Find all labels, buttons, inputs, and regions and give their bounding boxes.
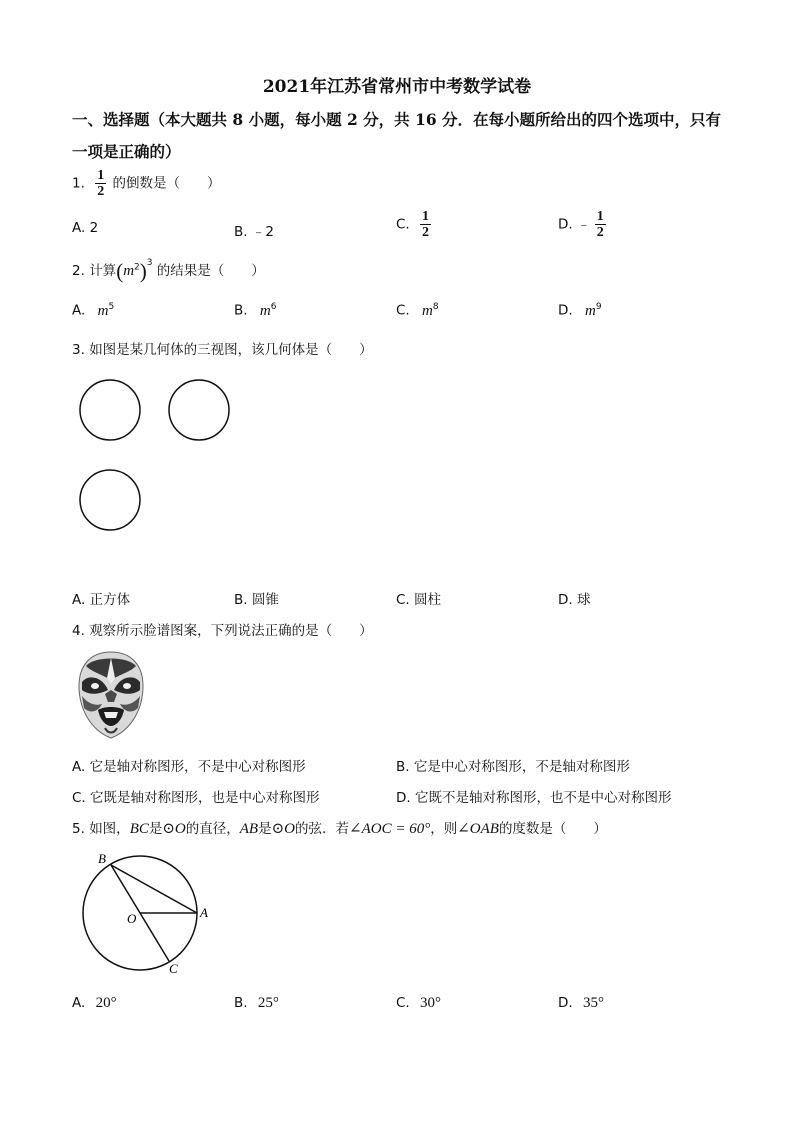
fraction [420,209,431,240]
q3-option-a [72,588,130,608]
option-label: C. [396,995,410,1011]
opera-mask-image [74,650,148,740]
math-base: m [584,302,596,319]
option-label: C. [396,302,410,319]
fraction-denominator: 2 [422,225,430,240]
minus-sign: ﹣ [576,216,591,233]
option-label: A. [72,592,86,608]
q3-option-d [558,588,590,608]
fraction-denominator: 2 [596,225,604,240]
option-label: C. [396,592,410,608]
option-label: D. [558,302,573,319]
q5-option-b [234,995,279,1012]
front-view-circle [80,380,140,440]
option-label: C. [396,216,410,233]
angle-oab: ∠OAB [457,821,499,837]
label-o: O [127,911,137,926]
option-label: D. [396,790,411,806]
option-label: B. [234,995,248,1011]
q4-option-b [396,755,630,775]
label-a: A [200,905,208,920]
option-label: D. [558,216,573,233]
fraction-numerator: 1 [422,209,430,224]
option-label: A. [72,220,86,236]
circle-geometry-figure [76,850,226,980]
option-text: 2 [89,220,99,236]
math-base: m [422,302,433,319]
question-text: 如图是某几何体的三视图，该几何体是（ ） [89,342,373,358]
section-heading-line2: 一项是正确的） [72,142,181,161]
option-label: A. [72,995,86,1011]
label-b: B [98,851,106,866]
option-label: D. [558,995,573,1011]
option-label: A. [72,759,86,775]
q1-option-d [558,209,606,240]
option-text: 球 [576,592,591,608]
segment-bc: BC [129,821,149,837]
question-number: 2. [72,263,85,279]
option-text: 圆柱 [414,592,442,608]
option-text: 25° [257,995,279,1011]
section-heading-line1: 一、选择题（本大题共 8 小题，每小题 2 分，共 16 分．在每小题所给出的四个选项中，只有 [72,110,722,129]
question-number: 4. [72,623,85,639]
question-text: 的弦．若 [295,821,349,837]
angle-aoc: ∠AOC = 60° [349,821,431,837]
option-text: 圆锥 [251,592,279,608]
q2-option-d [558,302,602,320]
option-text: 它是轴对称图形，不是中心对称图形 [89,759,306,775]
question-text-after: 的结果是（ ） [156,263,265,279]
chord-ab [111,865,197,913]
outer-exponent: 3 [146,258,153,268]
q2-option-a [72,302,114,320]
option-text: 它既不是轴对称图形，也不是中心对称图形 [414,790,672,806]
circle-o: ⊙O [162,821,186,837]
q3-option-b [234,588,279,608]
question-4 [72,619,373,639]
q5-option-a [72,995,117,1012]
question-text: 的倒数是（ ） [112,175,221,192]
q2-option-c [396,302,439,320]
right-paren: ) [139,259,147,283]
option-text: 正方体 [89,592,131,608]
question-number: 5. [72,821,85,837]
q3-option-c [396,588,441,608]
option-text: 20° [95,995,117,1011]
question-2 [72,258,265,284]
exponent: 8 [432,302,439,312]
option-label: B. [234,224,248,240]
fraction [95,168,106,199]
question-3 [72,338,373,358]
option-label: C. [72,790,86,806]
fraction-numerator: 1 [97,168,105,183]
question-text: 的度数是（ ） [498,821,607,837]
page-title: 2021年江苏省常州市中考数学试卷 [262,77,532,97]
question-number: 3. [72,342,85,358]
option-text: 它是中心对称图形，不是轴对称图形 [413,759,630,775]
question-text: ，则 [430,821,458,837]
q5-option-c [396,995,441,1012]
option-label: B. [234,592,248,608]
exponent: 5 [108,302,115,312]
math-base: m [123,263,135,279]
top-view-circle [80,470,140,530]
question-text: 的直径， [185,821,240,837]
q1-option-b [234,220,274,240]
fraction-numerator: 1 [596,209,604,224]
question-text: 如图， [89,821,130,837]
q4-option-d [396,786,671,806]
q5-option-d [558,995,604,1012]
math-base: m [97,302,109,319]
math-base: m [259,302,271,319]
q4-option-c [72,786,320,806]
question-text: 是 [148,821,163,837]
three-view-figure [72,375,242,535]
question-5 [72,817,607,838]
option-text: 35° [582,995,604,1011]
side-view-circle [169,380,229,440]
q1-option-a [72,220,98,236]
exponent: 6 [270,302,277,312]
option-label: B. [234,302,248,319]
segment-ab: AB [239,821,259,837]
inner-exponent: 2 [134,262,140,273]
question-1 [72,168,220,199]
question-text: 观察所示脸谱图案，下列说法正确的是（ ） [89,623,373,639]
question-text-before: 计算 [89,263,117,279]
option-label: D. [558,592,573,608]
question-number: 1. [72,175,85,192]
left-paren: ( [116,259,124,283]
option-text: 30° [420,995,442,1011]
option-text: 它既是轴对称图形，也是中心对称图形 [90,790,320,806]
q4-option-a [72,755,306,775]
question-text: 是 [258,821,272,837]
fraction [595,209,606,240]
option-label: B. [396,759,410,775]
fraction-denominator: 2 [97,184,105,199]
q1-option-c [396,209,431,240]
label-c: C [169,961,178,976]
q2-option-b [234,302,276,320]
option-label: A. [72,302,86,319]
option-text: ﹣2 [251,224,274,240]
exponent: 9 [595,302,602,312]
circle-o: ⊙O [271,821,295,837]
